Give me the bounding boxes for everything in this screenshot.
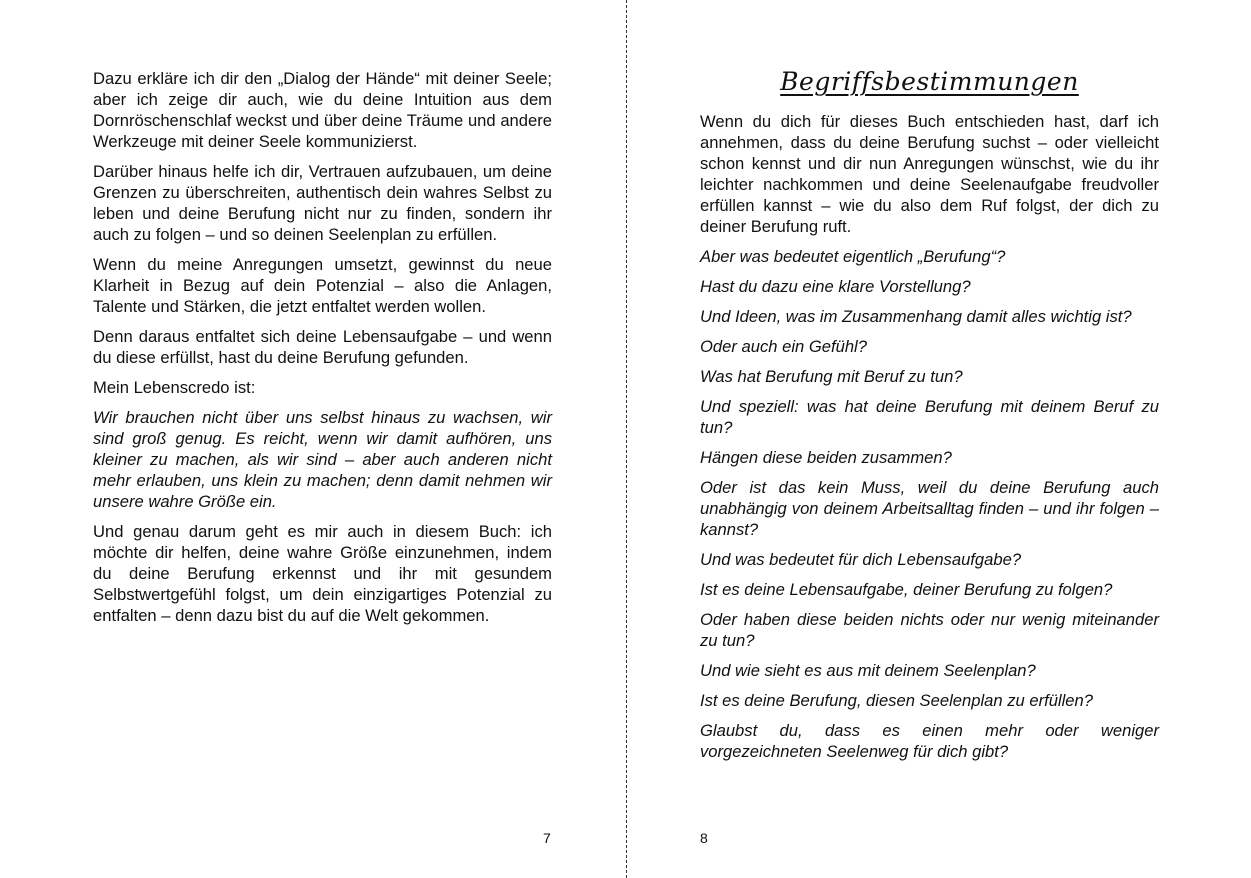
credo-label: Mein Lebenscredo ist:: [93, 378, 256, 397]
credo-quote: Wir brauchen nicht über uns selbst hinaus zu wachsen, wir sind groß genug. Es reicht, wenn wir damit aufhören, uns kleiner zu machen, als wir sind – aber auch anderen nicht mehr erlauben, uns klein zu machen; denn damit nehmen wir unsere wahre Größe ein.: [93, 408, 552, 511]
question-paragraph: Und was bedeutet für dich Lebensaufgabe?: [700, 550, 1022, 569]
right-page-body: [700, 111, 1159, 771]
chapter-heading: Begriffsbestimmungen: [780, 67, 1079, 96]
body-paragraph: Dazu erkläre ich dir den „Dialog der Hände“ mit deiner Seele; aber ich zeige dir auch, wie du deine Intuition aus dem Dornröschenschlaf weckst und über deine Träume und andere Werkzeuge mit deiner Seele kommunizierst.: [93, 69, 552, 151]
intro-paragraph: Wenn du dich für dieses Buch entschieden hast, darf ich annehmen, dass du deine Berufung suchst – oder vielleicht schon kennst und dir nun Anregungen wünschst, wie du ihr leichter nachkommen und deine Seelenaufgabe freudvoller erfüllen kannst – wie du also dem Ruf folgst, der dich zu deiner Berufung ruft.: [700, 112, 1159, 236]
question-paragraph: Ist es deine Berufung, diesen Seelenplan zu erfüllen?: [700, 691, 1093, 710]
right-page: [628, 0, 1251, 878]
question-paragraph: Und speziell: was hat deine Berufung mit deinem Beruf zu tun?: [700, 397, 1159, 437]
page-number-left: 7: [543, 830, 551, 846]
body-paragraph: Denn daraus entfaltet sich deine Lebensaufgabe – und wenn du diese erfüllst, hast du deine Berufung gefunden.: [93, 327, 552, 367]
body-paragraph: Darüber hinaus helfe ich dir, Vertrauen aufzubauen, um deine Grenzen zu überschreiten, authentisch dein wahres Selbst zu leben und deine Berufung nicht nur zu finden, sondern ihr auch zu folgen – und so deinen Seelenplan zu erfüllen.: [93, 162, 552, 244]
body-paragraph: Und genau darum geht es mir auch in diesem Buch: ich möchte dir helfen, deine wahre Größe einzunehmen, indem du deine Berufung erkennst und ihr mit gesundem Selbstwertgefühl folgst, um dein einzigartiges Potenzial zu entfalten – denn dazu bist du auf die Welt gekommen.: [93, 522, 552, 625]
question-paragraph: Oder haben diese beiden nichts oder nur wenig miteinander zu tun?: [700, 610, 1159, 650]
question-paragraph: Aber was bedeutet eigentlich „Berufung“?: [700, 247, 1006, 266]
question-paragraph: Hängen diese beiden zusammen?: [700, 448, 952, 467]
body-paragraph: Wenn du meine Anregungen umsetzt, gewinnst du neue Klarheit in Bezug auf dein Potenzial – also die Anlagen, Talente und Stärken, die jetzt entfaltet werden wollen.: [93, 255, 552, 316]
question-paragraph: Oder ist das kein Muss, weil du deine Berufung auch unabhängig von deinem Arbeitsalltag finden – und ihr folgen – kannst?: [700, 478, 1159, 539]
question-paragraph: Ist es deine Lebensaufgabe, deiner Berufung zu folgen?: [700, 580, 1113, 599]
question-paragraph: Glaubst du, dass es einen mehr oder weniger vorgezeichneten Seelenweg für dich gibt?: [700, 721, 1159, 761]
question-paragraph: Und Ideen, was im Zusammenhang damit alles wichtig ist?: [700, 307, 1132, 326]
page-divider: [626, 0, 627, 878]
question-paragraph: Was hat Berufung mit Beruf zu tun?: [700, 367, 963, 386]
left-page-body: [93, 68, 552, 635]
question-paragraph: Hast du dazu eine klare Vorstellung?: [700, 277, 971, 296]
question-paragraph: Und wie sieht es aus mit deinem Seelenplan?: [700, 661, 1036, 680]
page-number-right: 8: [700, 830, 708, 846]
question-paragraph: Oder auch ein Gefühl?: [700, 337, 867, 356]
